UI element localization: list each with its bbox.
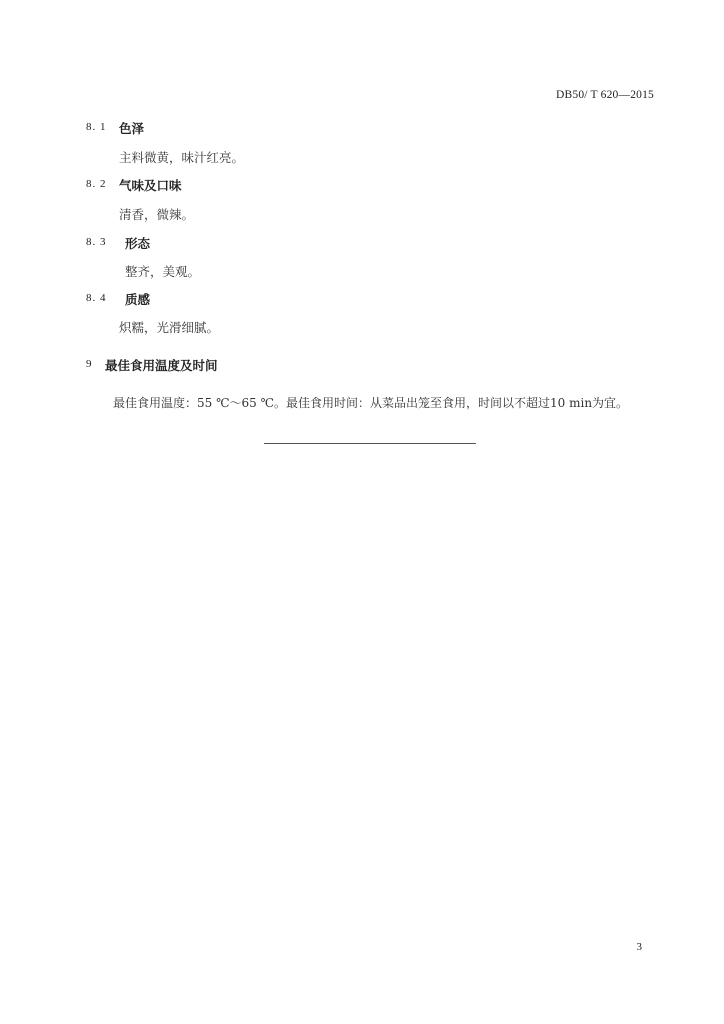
section-title: 色泽 bbox=[119, 121, 145, 136]
section-text: 主料微黄，味汁红亮。 bbox=[119, 150, 245, 165]
end-divider bbox=[264, 443, 476, 444]
section-title: 质感 bbox=[125, 292, 151, 307]
section-text: 整齐，美观。 bbox=[125, 264, 201, 279]
section-number: 8. 3 bbox=[86, 236, 107, 248]
standard-code: DB50/ T 620—2015 bbox=[556, 89, 654, 101]
page-number: 3 bbox=[636, 941, 642, 953]
section-title: 气味及口味 bbox=[119, 178, 182, 193]
section-number: 8. 1 bbox=[86, 121, 107, 133]
section-text: 炽糯，光滑细腻。 bbox=[119, 320, 220, 335]
section-text: 清香，微辣。 bbox=[119, 207, 195, 222]
chapter-title: 最佳食用温度及时间 bbox=[105, 358, 218, 373]
chapter-number: 9 bbox=[86, 358, 93, 370]
section-number: 8. 2 bbox=[86, 178, 107, 190]
chapter-text: 最佳食用温度：55 ℃～65 ℃。最佳食用时间：从菜品出笼至食用，时间以不超过10 min为宜。 bbox=[113, 396, 629, 410]
section-number: 8. 4 bbox=[86, 292, 107, 304]
section-title: 形态 bbox=[125, 236, 151, 251]
